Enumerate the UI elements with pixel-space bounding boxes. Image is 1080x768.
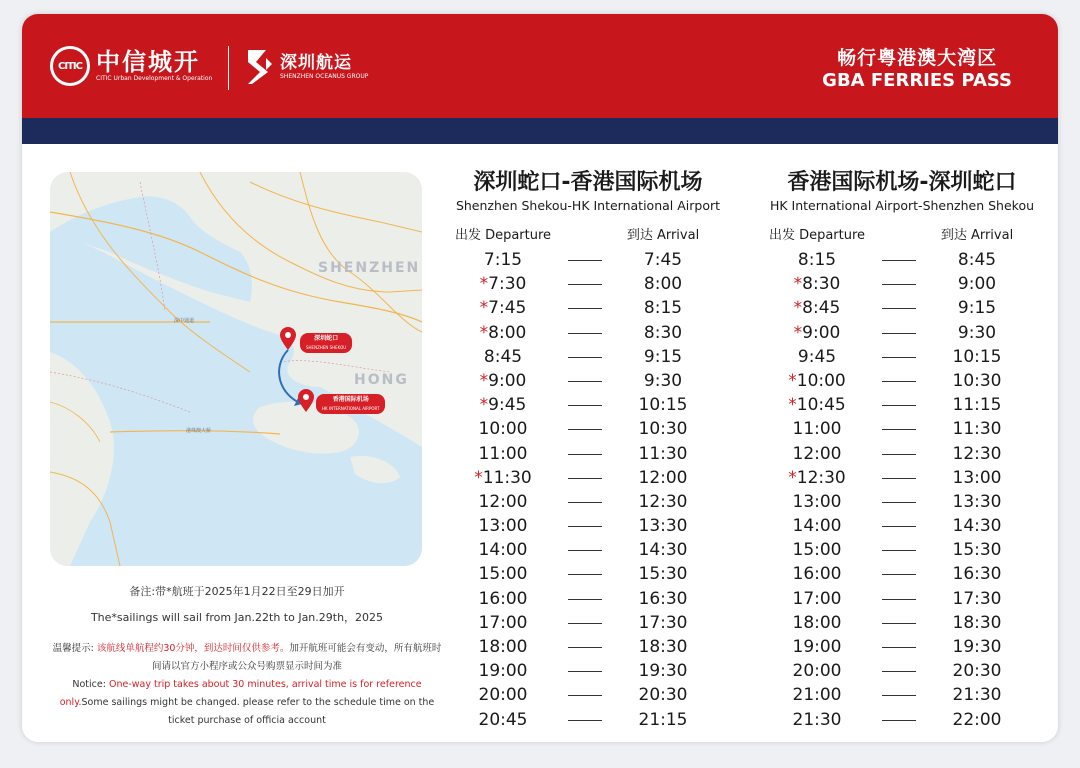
- extra-sailing-marker: *: [793, 274, 803, 295]
- schedule-row: [438, 393, 738, 417]
- row-dash: [568, 284, 602, 285]
- schedule-row: [752, 248, 1052, 272]
- schedule-row: [752, 442, 1052, 466]
- departure-time: [752, 272, 882, 296]
- route-hk-to-shekou: [752, 168, 1052, 732]
- oceanus-mark-icon: [244, 48, 274, 86]
- departure-time: [438, 248, 568, 272]
- arrival-time: 7:45: [643, 250, 683, 270]
- arrival-time: 17:30: [638, 612, 688, 633]
- arrival-time: 9:30: [957, 322, 997, 343]
- departure-time-value: 17:00: [792, 588, 842, 609]
- map-city-label-2: HONG: [354, 372, 409, 388]
- schedule-rows: [752, 248, 1052, 732]
- row-dash: [882, 550, 916, 551]
- logo-divider: [228, 46, 229, 90]
- schedule-row: [752, 611, 1052, 635]
- departure-time: [752, 683, 882, 707]
- departure-time: [752, 321, 882, 345]
- arrival-time: 10:30: [952, 370, 1002, 391]
- departure-time: [752, 659, 882, 683]
- departure-time: [438, 272, 568, 296]
- extra-sailing-marker: *: [788, 370, 797, 391]
- departure-time: [438, 659, 568, 683]
- row-dash: [882, 526, 916, 527]
- departure-time: [752, 466, 882, 490]
- route-title-cn: 深圳蛇口-香港国际机场: [473, 170, 703, 195]
- departure-time-value: 8:15: [797, 250, 837, 270]
- row-dash: [882, 454, 916, 455]
- arrival-time: 16:30: [638, 588, 688, 609]
- departure-time: [438, 562, 568, 586]
- arrival-time: 11:30: [638, 443, 688, 464]
- departure-time-value: 19:00: [792, 637, 842, 657]
- row-dash: [882, 502, 916, 503]
- extra-sailing-marker: *: [479, 370, 489, 391]
- departure-time: [752, 296, 882, 320]
- row-dash: [882, 720, 916, 721]
- departure-time-value: 12:30: [796, 467, 846, 488]
- row-dash: [568, 357, 602, 358]
- row-dash: [568, 429, 602, 430]
- schedule-row: [752, 635, 1052, 659]
- schedule-row: [752, 683, 1052, 707]
- departure-time-value: 21:30: [792, 709, 842, 730]
- route-title-cn: 香港国际机场-深圳蛇口: [787, 170, 1017, 195]
- departure-time-value: 8:45: [802, 298, 841, 319]
- schedule-row: [438, 272, 738, 296]
- arrival-time: 8:30: [643, 322, 683, 343]
- note-en: The*sailings will sail from Jan.22th to Jan.29th，2025: [90, 611, 384, 624]
- arrival-time: 10:15: [638, 395, 688, 416]
- row-dash: [882, 333, 916, 334]
- arrival-time: 19:30: [952, 637, 1002, 657]
- arrival-time: 19:30: [638, 661, 688, 682]
- arrival-time: 15:30: [952, 540, 1002, 561]
- departure-time-value: 9:00: [802, 322, 841, 343]
- arrival-time: 13:30: [952, 491, 1002, 512]
- arrival-time: 9:15: [643, 346, 683, 367]
- schedule-row: [438, 514, 738, 538]
- route-title-en: Shenzhen Shekou-HK International Airport: [455, 198, 721, 213]
- tip-en-rest: Some sailings might be changed. please refer to the schedule time on the ticket purchase of officia account: [81, 697, 435, 726]
- schedule-row: [438, 466, 738, 490]
- departure-time-value: 8:30: [802, 274, 841, 295]
- arrival-time: 12:00: [638, 467, 688, 488]
- schedule-row: [752, 708, 1052, 732]
- row-dash: [568, 405, 602, 406]
- schedule-row: [438, 683, 738, 707]
- schedule-row: [438, 369, 738, 393]
- departure-time: [752, 611, 882, 635]
- departure-time: [752, 248, 882, 272]
- departure-time-value: 20:00: [478, 685, 528, 706]
- schedule-row: [752, 321, 1052, 345]
- departure-time: [438, 490, 568, 514]
- departure-time-value: 17:00: [478, 612, 528, 633]
- arrival-time: 15:30: [638, 564, 688, 585]
- tip-en: [52, 676, 442, 730]
- departure-header: 出发 Departure: [768, 228, 866, 243]
- schedule-row: [438, 538, 738, 562]
- departure-time: [752, 490, 882, 514]
- arrival-time: 8:15: [643, 298, 683, 319]
- departure-time-value: 10:00: [796, 370, 846, 391]
- departure-time: [752, 708, 882, 732]
- departure-time-value: 9:00: [488, 370, 527, 391]
- departure-time-value: 14:00: [792, 516, 842, 537]
- route-map: [50, 172, 422, 566]
- arrival-time: 9:15: [957, 298, 997, 319]
- departure-time: [438, 369, 568, 393]
- extra-sailing-marker: *: [474, 467, 483, 488]
- departure-time-value: 18:00: [478, 637, 528, 657]
- route-title-en: HK International Airport-Shenzhen Shekou: [769, 198, 1035, 213]
- row-dash: [882, 284, 916, 285]
- departure-time-value: 11:30: [482, 467, 532, 488]
- extra-sailing-marker: *: [793, 298, 803, 319]
- schedule-row: [438, 417, 738, 441]
- route-shekou-to-hk: [438, 168, 738, 732]
- arrival-time: 12:30: [638, 491, 688, 512]
- map-city-label: SHENZHEN: [318, 260, 421, 276]
- arrival-time: 12:30: [952, 443, 1002, 464]
- extra-sailing-marker: *: [479, 322, 489, 343]
- row-dash: [568, 502, 602, 503]
- extra-sailing-marker: *: [479, 395, 489, 416]
- departure-time: [752, 562, 882, 586]
- row-dash: [568, 550, 602, 551]
- schedule-row: [438, 442, 738, 466]
- arrival-time: 10:15: [952, 346, 1002, 367]
- departure-time: [438, 611, 568, 635]
- row-dash: [882, 405, 916, 406]
- departure-time-value: 20:00: [792, 661, 842, 682]
- row-dash: [568, 381, 602, 382]
- departure-time: [438, 442, 568, 466]
- arrival-time: 14:30: [952, 516, 1002, 537]
- schedule-row: [438, 345, 738, 369]
- row-dash: [882, 671, 916, 672]
- pin-label-hk-airport: [316, 394, 385, 414]
- row-dash: [568, 333, 602, 334]
- departure-time: [752, 635, 882, 659]
- row-dash: [568, 671, 602, 672]
- departure-time-value: 12:00: [792, 443, 842, 464]
- arrival-time: 13:30: [638, 516, 688, 537]
- row-dash: [568, 623, 602, 624]
- column-headers: [438, 224, 738, 248]
- tip-cn: [52, 640, 442, 676]
- departure-time-value: 8:00: [488, 322, 527, 343]
- schedule-row: [438, 321, 738, 345]
- citic-name-en: CITIC Urban Development & Operation: [96, 75, 213, 82]
- tip-en-highlight: One-way trip takes about 30 minutes, arrival time is for reference only.: [59, 679, 422, 708]
- tip-en-label: Notice:: [72, 679, 109, 690]
- extra-sailing-marker: *: [793, 322, 803, 343]
- extra-sailing-marker: *: [788, 467, 797, 488]
- arrival-time: 17:30: [952, 588, 1002, 609]
- departure-time: [438, 393, 568, 417]
- departure-time: [438, 708, 568, 732]
- departure-time-value: 15:00: [792, 540, 842, 561]
- schedule-row: [752, 417, 1052, 441]
- arrival-time: 18:30: [952, 612, 1002, 633]
- departure-time-value: 7:30: [488, 274, 527, 295]
- departure-time-value: 19:00: [478, 661, 528, 682]
- citic-name-cn: 中信城开: [96, 48, 200, 76]
- departure-time-value: 14:00: [478, 540, 528, 561]
- row-dash: [568, 574, 602, 575]
- departure-time: [438, 296, 568, 320]
- ferry-schedule-card: [22, 14, 1058, 742]
- arrival-time: 8:45: [957, 250, 997, 270]
- departure-time: [752, 587, 882, 611]
- citic-mark-icon: CITIC: [50, 46, 90, 86]
- schedule-row: [752, 466, 1052, 490]
- schedule-row: [752, 393, 1052, 417]
- departure-time-value: 16:00: [478, 588, 528, 609]
- departure-time: [438, 321, 568, 345]
- map-road-label-1: 深中通道: [174, 318, 195, 324]
- row-dash: [568, 454, 602, 455]
- row-dash: [568, 695, 602, 696]
- schedule-row: [752, 369, 1052, 393]
- pin-label-shekou: [300, 333, 352, 353]
- column-headers: [752, 224, 1052, 248]
- schedule-row: [752, 562, 1052, 586]
- arrival-time: 18:30: [638, 637, 688, 657]
- map-road-label-2: 港珠澳大桥: [186, 428, 212, 434]
- arrival-time: 11:30: [952, 419, 1002, 440]
- note-cn: 备注:带*航班于2025年1月22日至29日加开: [129, 585, 345, 598]
- row-dash: [882, 308, 916, 309]
- citic-logo: [50, 46, 212, 86]
- schedule-row: [752, 659, 1052, 683]
- extra-sailing-marker: *: [479, 274, 489, 295]
- row-dash: [568, 478, 602, 479]
- row-dash: [568, 526, 602, 527]
- schedule-row: [752, 587, 1052, 611]
- arrival-time: 13:00: [952, 467, 1002, 488]
- row-dash: [882, 574, 916, 575]
- departure-time: [438, 466, 568, 490]
- arrival-time: 20:30: [638, 685, 688, 706]
- departure-time: [438, 635, 568, 659]
- extra-sailing-marker: *: [479, 298, 489, 319]
- row-dash: [882, 647, 916, 648]
- arrival-time: 9:30: [643, 370, 683, 391]
- row-dash: [882, 599, 916, 600]
- departure-time-value: 13:00: [478, 516, 528, 537]
- departure-time: [438, 514, 568, 538]
- schedule-row: [752, 490, 1052, 514]
- departure-header: 出发 Departure: [454, 228, 552, 243]
- pin-label-hk-airport-cn: 香港国际机场: [332, 396, 369, 403]
- departure-time: [438, 683, 568, 707]
- tip-cn-highlight: 该航线单航程约30分钟，到达时间仅供参考。: [96, 643, 290, 654]
- arrival-time: 9:00: [957, 274, 997, 295]
- schedule-row: [438, 562, 738, 586]
- departure-time: [438, 587, 568, 611]
- departure-time-value: 20:45: [478, 709, 528, 730]
- arrival-time: 11:15: [952, 395, 1002, 416]
- departure-time: [752, 538, 882, 562]
- departure-time-value: 7:45: [488, 298, 527, 319]
- schedule-notes: [22, 584, 452, 626]
- departure-time-value: 13:00: [792, 491, 842, 512]
- departure-time-value: 8:45: [483, 346, 523, 367]
- row-dash: [568, 647, 602, 648]
- row-dash: [882, 623, 916, 624]
- departure-time-value: 11:00: [792, 419, 842, 440]
- departure-time-value: 16:00: [792, 564, 842, 585]
- map-graphic: [50, 172, 422, 566]
- arrival-time: 22:00: [952, 709, 1002, 730]
- pin-label-hk-airport-en: HK INTERNATIONAL AIRPORT: [322, 406, 380, 411]
- departure-time: [752, 442, 882, 466]
- arrival-header: 到达 Arrival: [940, 228, 1014, 243]
- header-stripe: [22, 118, 1058, 144]
- departure-time: [752, 369, 882, 393]
- schedule-row: [438, 635, 738, 659]
- departure-time: [438, 417, 568, 441]
- departure-time-value: 7:15: [483, 250, 523, 270]
- schedule-row: [438, 659, 738, 683]
- tip-cn-rest: 加开航班可能会有变动，所有航班时间请以官方小程序或公众号购票显示时间为准: [151, 643, 442, 672]
- shenzhen-oceanus-logo: [244, 48, 368, 86]
- schedule-row: [752, 514, 1052, 538]
- row-dash: [882, 260, 916, 261]
- departure-time: [752, 514, 882, 538]
- arrival-header: 到达 Arrival: [626, 228, 700, 243]
- departure-time: [752, 345, 882, 369]
- row-dash: [882, 478, 916, 479]
- departure-time-value: 21:00: [792, 685, 842, 706]
- tip-cn-label: 温馨提示:: [52, 643, 97, 654]
- row-dash: [568, 599, 602, 600]
- departure-time-value: 10:45: [796, 395, 846, 416]
- departure-time-value: 18:00: [792, 612, 842, 633]
- extra-sailing-marker: *: [788, 395, 797, 416]
- departure-time-value: 10:00: [478, 419, 528, 440]
- row-dash: [882, 429, 916, 430]
- departure-time-value: 9:45: [488, 395, 527, 416]
- slogan-en: GBA FERRIES PASS: [822, 70, 1012, 91]
- schedule-row: [438, 490, 738, 514]
- schedule-row: [438, 587, 738, 611]
- departure-time-value: 11:00: [478, 443, 528, 464]
- arrival-time: 21:15: [638, 709, 688, 730]
- schedule-row: [752, 296, 1052, 320]
- arrival-time: 20:30: [952, 661, 1002, 682]
- schedule-row: [438, 611, 738, 635]
- departure-time: [438, 538, 568, 562]
- slogan: [822, 46, 1012, 92]
- schedule-rows: [438, 248, 738, 732]
- schedule-row: [752, 272, 1052, 296]
- departure-time: [438, 345, 568, 369]
- oceanus-name-cn: 深圳航运: [280, 53, 352, 73]
- slogan-cn: 畅行粤港澳大湾区: [837, 47, 998, 69]
- schedule-row: [438, 296, 738, 320]
- arrival-time: 10:30: [638, 419, 688, 440]
- arrival-time: 21:30: [952, 685, 1002, 706]
- arrival-time: 16:30: [952, 564, 1002, 585]
- oceanus-name-en: SHENZHEN OCEANUS GROUP: [280, 73, 369, 80]
- schedule-row: [752, 345, 1052, 369]
- tips: [52, 640, 442, 730]
- departure-time: [752, 417, 882, 441]
- departure-time-value: 9:45: [797, 346, 837, 367]
- departure-time-value: 15:00: [478, 564, 528, 585]
- arrival-time: 14:30: [638, 540, 688, 561]
- row-dash: [568, 260, 602, 261]
- pin-label-shekou-en: SHENZHEN SHEKOU: [306, 345, 347, 350]
- row-dash: [882, 357, 916, 358]
- row-dash: [568, 308, 602, 309]
- arrival-time: 8:00: [643, 274, 683, 295]
- departure-time: [752, 393, 882, 417]
- schedule-row: [752, 538, 1052, 562]
- row-dash: [882, 381, 916, 382]
- row-dash: [568, 720, 602, 721]
- schedule-row: [438, 708, 738, 732]
- row-dash: [882, 695, 916, 696]
- pin-label-shekou-cn: 深圳蛇口: [314, 335, 339, 342]
- departure-time-value: 12:00: [478, 491, 528, 512]
- schedule-row: [438, 248, 738, 272]
